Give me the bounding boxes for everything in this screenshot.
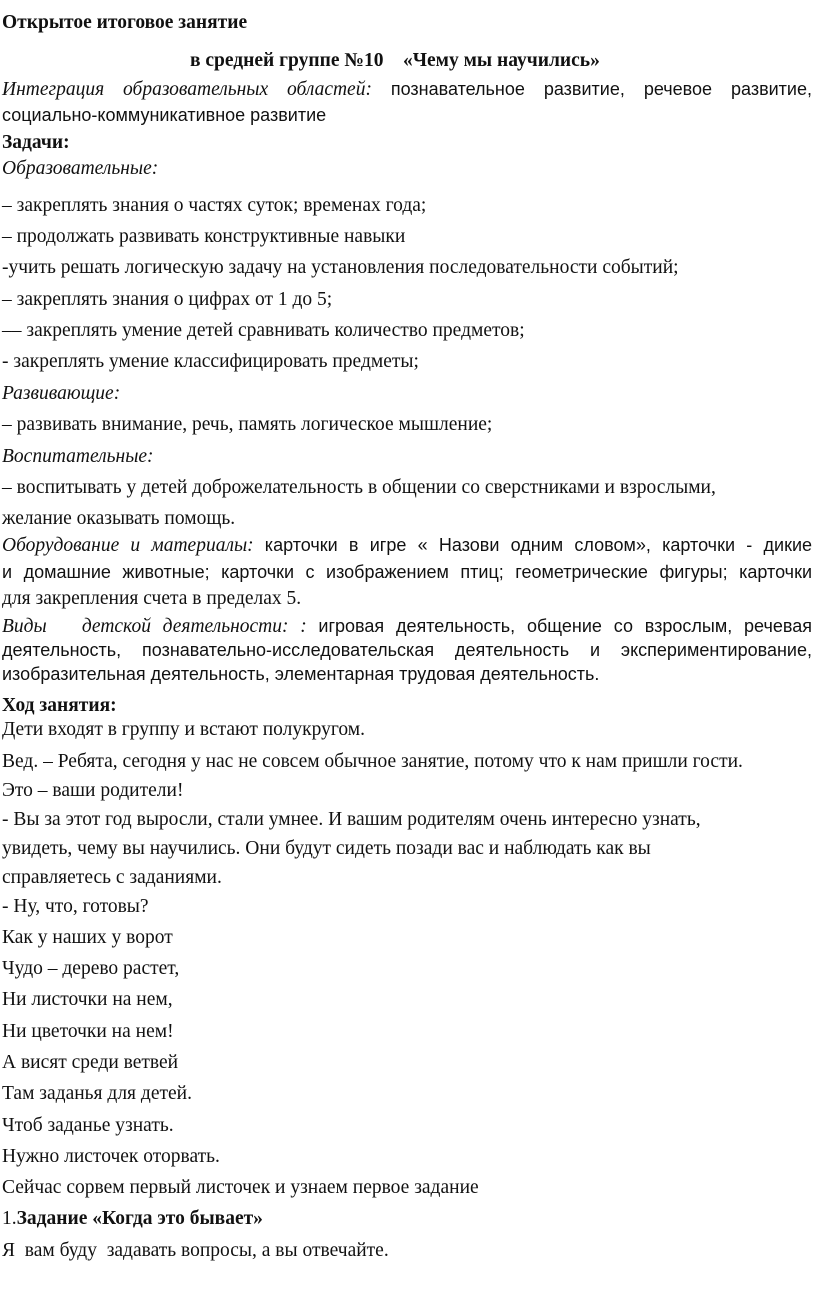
poem-line: Как у наших у ворот [2,927,173,948]
upbringing-item-2: желание оказывать помощь. [2,508,236,529]
lesson-heading: Ход занятия: [2,695,117,716]
integration-line-1 [2,77,812,102]
activities-colon: : : [282,616,307,637]
activities-text-3: изобразительная деятельность, элементарная трудовая деятельность. [2,664,600,684]
educational-item: –– закреплять умение детей сравнивать количество предметов; [2,320,525,341]
lesson-line: Вед. – Ребята, сегодня у нас не совсем обычное занятие, потому что к нам пришли гости. [2,751,743,772]
poem-line: Чудо – дерево растет, [2,958,180,979]
activities-line-1 [2,614,812,639]
developing-label: Развивающие: [2,383,121,404]
educational-item: - закреплять умение классифицировать предметы; [2,351,419,372]
educational-item: – закреплять знания о цифрах от 1 до 5; [2,289,333,310]
lesson-line: Сейчас сорвем первый листочек и узнаем первое задание [2,1177,479,1198]
activities-text-1: игровая деятельность, общение со взрослым, речевая [318,616,812,636]
lesson-line: - Ну, что, готовы? [2,896,149,917]
integration-label: Интеграция образовательных областей: [2,79,372,100]
lesson-line: - Вы за этот год выросли, стали умнее. И вашим родителям очень интересно узнать, [2,809,701,830]
task1-title: Задание «Когда это бывает» [16,1208,263,1229]
developing-item: – развивать внимание, речь, память логическое мышление; [2,414,493,435]
educational-item: – продолжать развивать конструктивные навыки [2,226,406,247]
equipment-text-3: для закрепления счета в пределах 5. [2,588,302,609]
poem-line: Ни листочки на нем, [2,989,173,1010]
poem-line: Там заданья для детей. [2,1083,192,1104]
tasks-heading: Задачи: [2,132,70,153]
upbringing-label: Воспитательные: [2,446,154,467]
lesson-line: Это – ваши родители! [2,780,184,801]
lesson-line: Дети входят в группу и встают полукругом. [2,719,365,740]
equipment-line-1 [2,533,812,558]
activities-text-2: деятельность, познавательно-исследовательская деятельность и экспериментирование, [2,640,812,660]
poem-line: Нужно листочек оторвать. [2,1146,220,1167]
task1-heading [2,1207,263,1231]
educational-item: – закреплять знания о частях суток; временах года; [2,195,427,216]
document-subtitle: в средней группе №10 «Чему мы научились» [190,50,600,71]
task1-number: 1. [2,1208,17,1229]
integration-text-2: социально-коммуникативное развитие [2,105,327,125]
poem-line: Чтоб заданье узнать. [2,1115,174,1136]
document-title: Открытое итоговое занятие [2,12,248,33]
upbringing-item-1: – воспитывать у детей доброжелательность в общении со сверстниками и взрослыми, [2,477,716,498]
poem-line: А висят среди ветвей [2,1052,179,1073]
poem-line: Ни цветочки на нем! [2,1021,174,1042]
educational-label: Образовательные: [2,158,159,179]
integration-text-1: познавательное развитие, речевое развитие, [390,79,812,99]
equipment-label: Оборудование и материалы: [2,535,254,556]
task1-text: Я вам буду задавать вопросы, а вы отвечайте. [2,1240,389,1261]
educational-item: -учить решать логическую задачу на установления последовательности событий; [2,257,679,278]
lesson-line: справляетесь с заданиями. [2,867,222,888]
lesson-line: увидеть, чему вы научились. Они будут сидеть позади вас и наблюдать как вы [2,838,651,859]
equipment-text-1: карточки в игре « Назови одним словом», карточки - дикие [264,535,813,555]
activities-label: Виды детской деятельности [2,616,282,637]
equipment-text-2: и домашние животные; карточки с изображением птиц; геометрические фигуры; карточки [2,562,812,582]
